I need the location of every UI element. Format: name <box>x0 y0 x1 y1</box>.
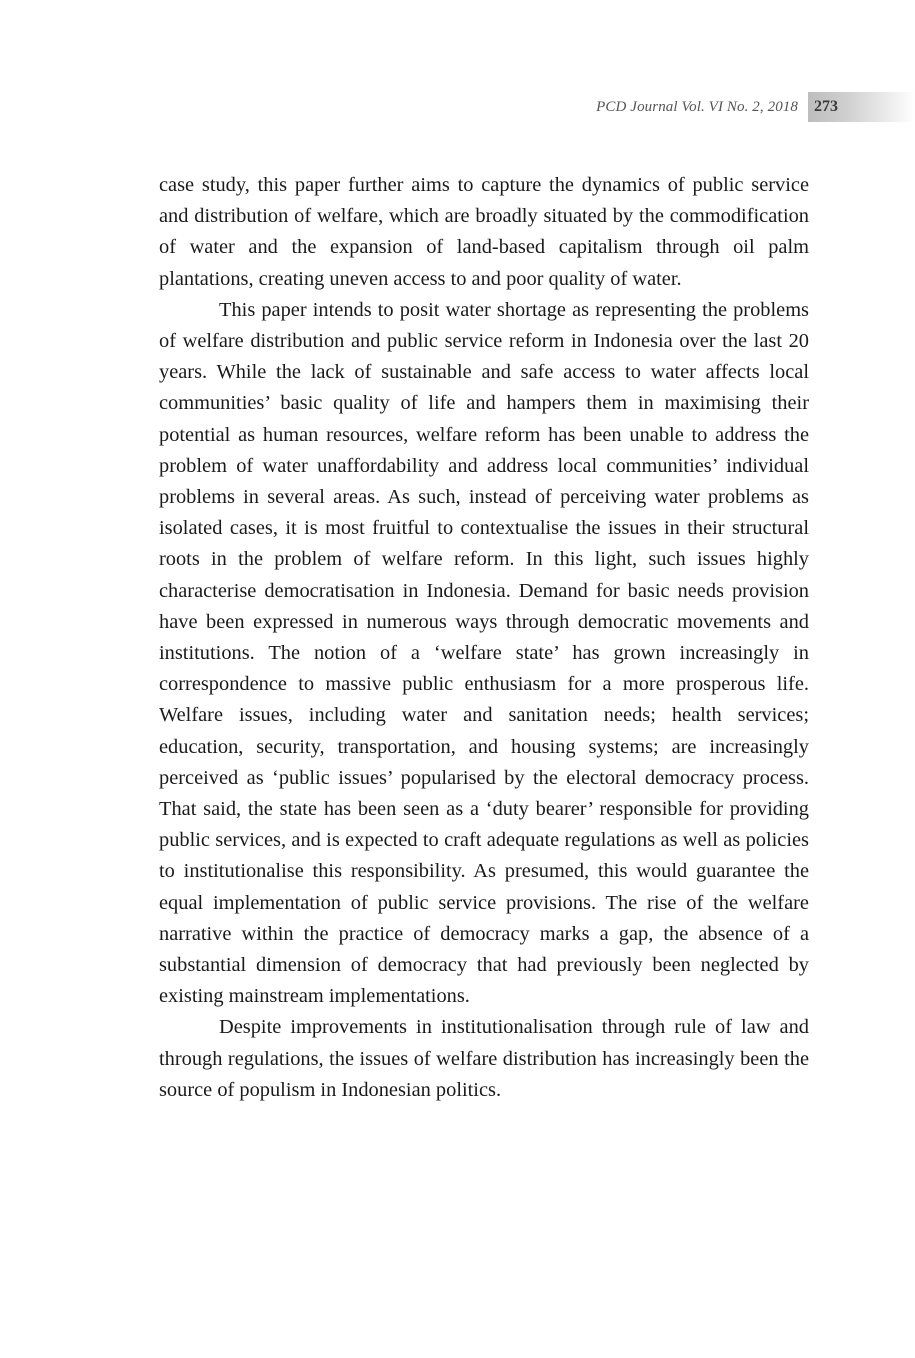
page-number-tab <box>808 92 915 122</box>
paragraph-continuation: case study, this paper further aims to capture the dynamics of public service and distribution of welfare, which are broadly situated by the commodification of water and the expansion of land-based capitalism through oil palm plantations, creating uneven access to and poor quality of water. <box>159 174 809 290</box>
running-head <box>596 92 915 122</box>
page-number: 273 <box>814 98 838 115</box>
body-text <box>159 170 809 1106</box>
journal-citation: PCD Journal Vol. VI No. 2, 2018 <box>596 98 798 115</box>
paragraph: Despite improvements in institutionalisation through rule of law and through regulations, the issues of welfare distribution has increasingly been the source of populism in Indonesian politics. <box>159 1016 809 1101</box>
paragraph: This paper intends to posit water shortage as representing the problems of welfare distribution and public service reform in Indonesia over the last 20 years. While the lack of sustainable and safe access to water affects local communities’ basic quality of life and hampers them in maximising their potential as human resources, welfare reform has been unable to address the problem of water unaffordability and address local communities’ individual problems in several areas. As such, instead of perceiving water problems as isolated cases, it is most fruitful to contextualise the issues in their structural roots in the problem of welfare reform. In this light, such issues highly characterise democratisation in Indonesia. Demand for basic needs provision have been expressed in numerous ways through democratic movements and institutions. The notion of a ‘welfare state’ has grown increasingly in correspondence to massive public enthusiasm for a more prosperous life. Welfare issues, including water and sanitation needs; health services; education, security, transportation, and housing systems; are increasingly perceived as ‘public issues’ popularised by the electoral democracy process. That said, the state has been seen as a ‘duty bearer’ responsible for providing public services, and is expected to craft adequate regulations as well as policies to institutionalise this responsibility. As presumed, this would guarantee the equal implementation of public service provisions. The rise of the welfare narrative within the practice of democracy marks a gap, the absence of a substantial dimension of democracy that had previously been neglected by existing mainstream implementations. <box>159 298 809 1008</box>
